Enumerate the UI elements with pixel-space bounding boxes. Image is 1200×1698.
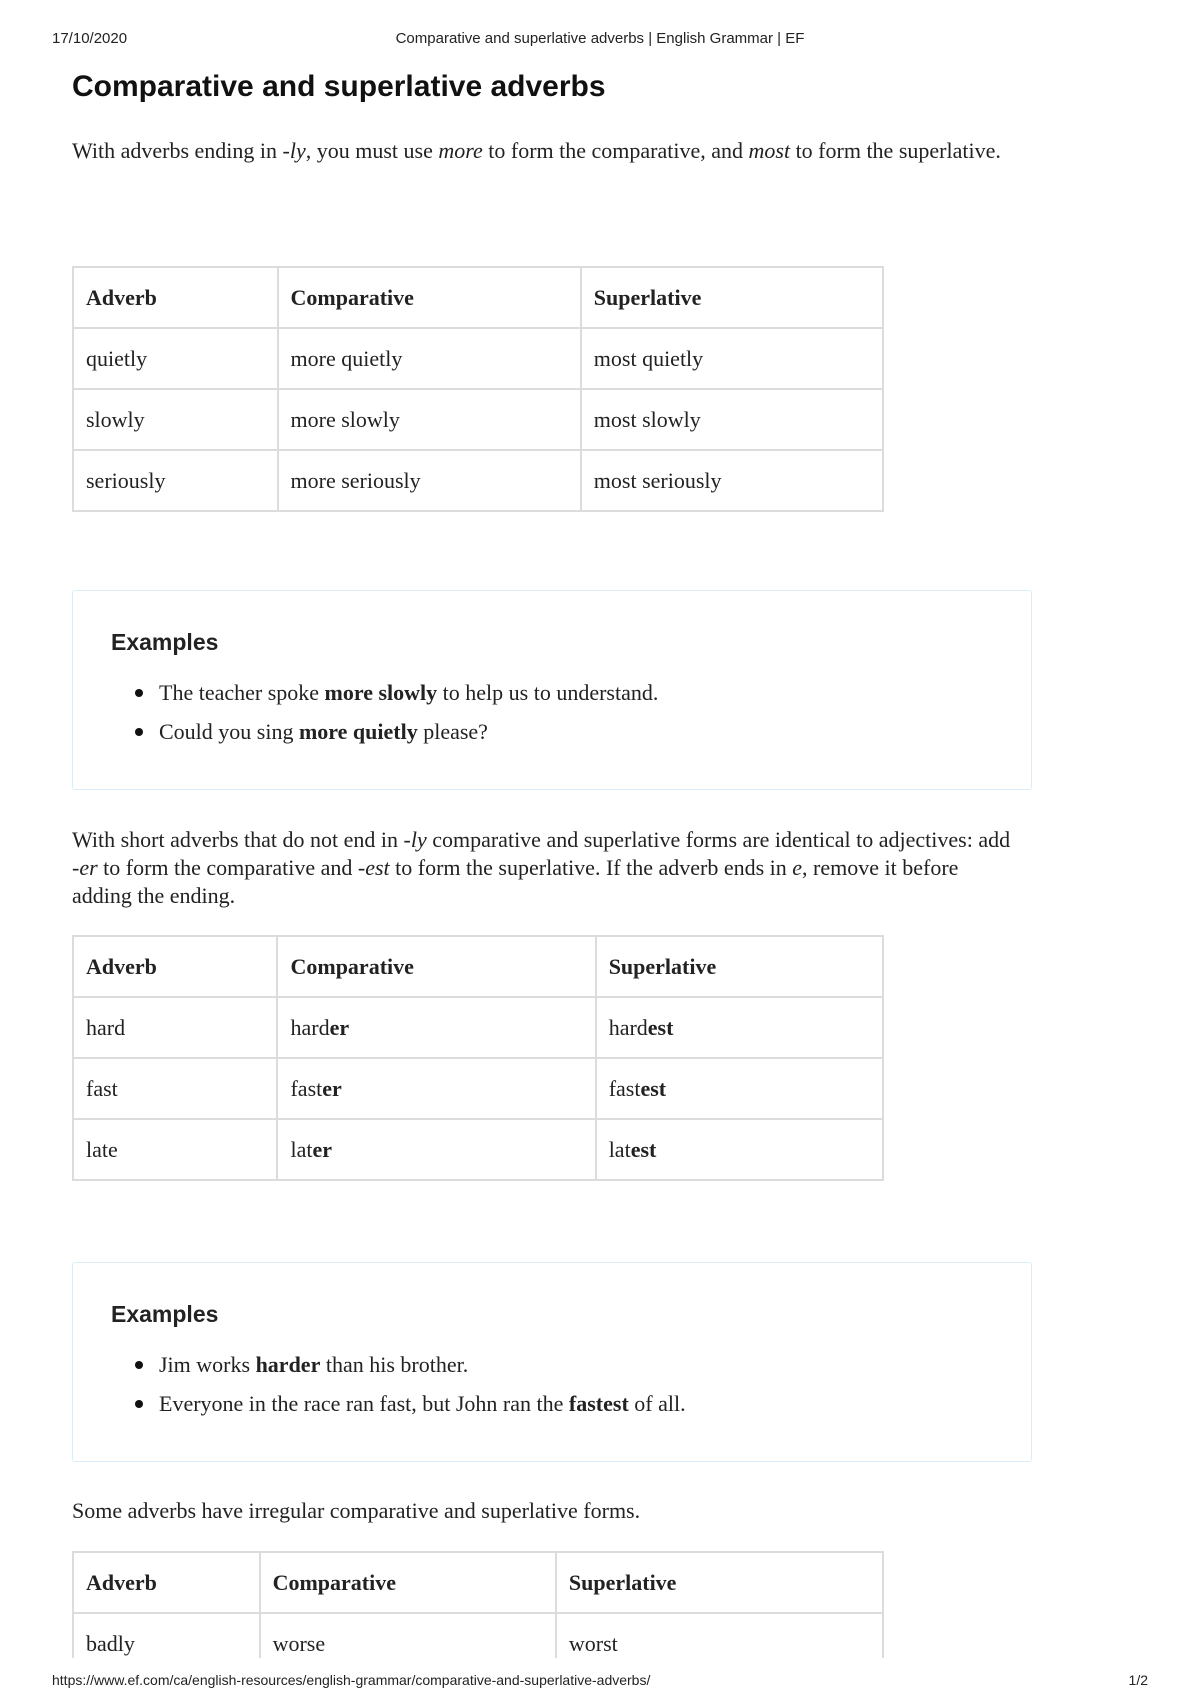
- word-stem: hard: [608, 1014, 648, 1040]
- para2-term-e: e: [792, 855, 803, 880]
- para2-text-5: , remove it before adding the ending.: [72, 855, 959, 908]
- example-text: Jim works: [159, 1352, 256, 1377]
- header-adverb: Adverb: [73, 267, 278, 328]
- adverb-cell: seriously: [73, 450, 278, 511]
- print-date: 17/10/2020: [52, 30, 128, 47]
- examples-box-2: [72, 1262, 1032, 1462]
- intro-term-ly: -ly: [282, 138, 306, 163]
- word-stem: fast: [290, 1075, 323, 1101]
- superlative-cell: most slowly: [581, 389, 883, 450]
- example-highlight: more quietly: [298, 719, 418, 744]
- para2-text-4: to form the superlative. If the adverb ends in: [389, 855, 793, 880]
- examples-heading: Examples: [111, 629, 219, 655]
- example-highlight: more slowly: [324, 680, 438, 705]
- comparative-cell: [277, 1119, 595, 1180]
- intro-text-1: With adverbs ending in: [72, 138, 283, 163]
- irregular-adverbs-paragraph: Some adverbs have irregular comparative and superlative forms.: [72, 1498, 641, 1523]
- table-row: [73, 389, 883, 450]
- header-superlative: Superlative: [596, 936, 883, 997]
- example-text: please?: [417, 719, 488, 744]
- header-superlative: Superlative: [556, 1552, 883, 1613]
- page-number: 1/2: [1128, 1672, 1148, 1688]
- para2-text-1: With short adverbs that do not end in: [72, 827, 404, 852]
- table-header-row: [73, 267, 883, 328]
- examples-list: [111, 673, 658, 751]
- adverb-cell: slowly: [73, 389, 278, 450]
- superlative-cell: [596, 997, 883, 1058]
- para2-term-ly: -ly: [403, 827, 427, 852]
- comparative-cell: worse: [260, 1613, 556, 1658]
- header-adverb: Adverb: [73, 936, 277, 997]
- para2-term-er: -er: [72, 855, 98, 880]
- example-text: of all.: [628, 1391, 686, 1416]
- comparative-cell: more slowly: [278, 389, 581, 450]
- short-adverbs-paragraph: [72, 826, 1022, 910]
- para2-text-2: comparative and superlative forms are identical to adjectives: add: [426, 827, 1011, 852]
- intro-text-2: , you must use: [305, 138, 439, 163]
- superlative-cell: most quietly: [581, 328, 883, 389]
- word-stem: hard: [290, 1014, 330, 1040]
- list-item: [159, 1384, 686, 1423]
- short-adverbs-table: [72, 935, 884, 1181]
- header-comparative: Comparative: [277, 936, 595, 997]
- print-url: https://www.ef.com/ca/english-resources/english-grammar/comparative-and-superlative-adverbs/: [52, 1672, 651, 1688]
- suffix: est: [630, 1136, 657, 1162]
- table-header-row: [73, 936, 883, 997]
- example-text: The teacher spoke: [159, 680, 325, 705]
- examples-list: [111, 1345, 686, 1423]
- table-row: [73, 1119, 883, 1180]
- header-comparative: Comparative: [278, 267, 581, 328]
- example-text: Could you sing: [159, 719, 299, 744]
- adverb-cell: hard: [73, 997, 277, 1058]
- superlative-cell: worst: [556, 1613, 883, 1658]
- example-text: Everyone in the race ran fast, but John ran the: [159, 1391, 569, 1416]
- para2-term-est: -est: [357, 855, 390, 880]
- comparative-cell: [277, 997, 595, 1058]
- comparative-cell: more quietly: [278, 328, 581, 389]
- intro-term-most: most: [748, 138, 791, 163]
- adverb-cell: badly: [73, 1613, 260, 1658]
- table-row: [73, 997, 883, 1058]
- intro-text-3: to form the comparative, and: [482, 138, 749, 163]
- adverb-cell: quietly: [73, 328, 278, 389]
- list-item: [159, 712, 658, 751]
- list-item: [159, 1345, 686, 1384]
- suffix: er: [322, 1075, 342, 1101]
- intro-text-4: to form the superlative.: [790, 138, 1001, 163]
- print-page-title: Comparative and superlative adverbs | English Grammar | EF: [395, 30, 805, 47]
- examples-heading: Examples: [111, 1301, 219, 1327]
- superlative-cell: [596, 1119, 883, 1180]
- suffix: est: [640, 1075, 667, 1101]
- article-content: [72, 0, 1072, 1658]
- comparative-cell: more seriously: [278, 450, 581, 511]
- adverb-cell: late: [73, 1119, 277, 1180]
- irregular-adverbs-table: [72, 1551, 884, 1658]
- suffix: er: [312, 1136, 333, 1162]
- suffix: est: [647, 1014, 674, 1040]
- word-stem: fast: [608, 1075, 641, 1101]
- comparative-cell: [277, 1058, 595, 1119]
- intro-paragraph: [72, 137, 1022, 165]
- ly-adverbs-table: [72, 266, 884, 512]
- intro-term-more: more: [438, 138, 483, 163]
- example-text: to help us to understand.: [437, 680, 659, 705]
- examples-box-1: [72, 590, 1032, 790]
- table-header-row: [73, 1552, 883, 1613]
- page-title: Comparative and superlative adverbs: [72, 70, 606, 103]
- word-stem: lat: [608, 1136, 631, 1162]
- header-comparative: Comparative: [260, 1552, 556, 1613]
- list-item: [159, 673, 658, 712]
- para2-text-3: to form the comparative and: [97, 855, 358, 880]
- header-superlative: Superlative: [581, 267, 883, 328]
- header-adverb: Adverb: [73, 1552, 260, 1613]
- example-highlight: harder: [255, 1352, 321, 1377]
- word-stem: lat: [290, 1136, 313, 1162]
- adverb-cell: fast: [73, 1058, 277, 1119]
- table-row: [73, 450, 883, 511]
- table-row: [73, 328, 883, 389]
- example-highlight: fastest: [568, 1391, 629, 1416]
- suffix: er: [329, 1014, 350, 1040]
- superlative-cell: most seriously: [581, 450, 883, 511]
- table-row: [73, 1613, 883, 1658]
- example-text: than his brother.: [320, 1352, 469, 1377]
- superlative-cell: [596, 1058, 883, 1119]
- table-row: [73, 1058, 883, 1119]
